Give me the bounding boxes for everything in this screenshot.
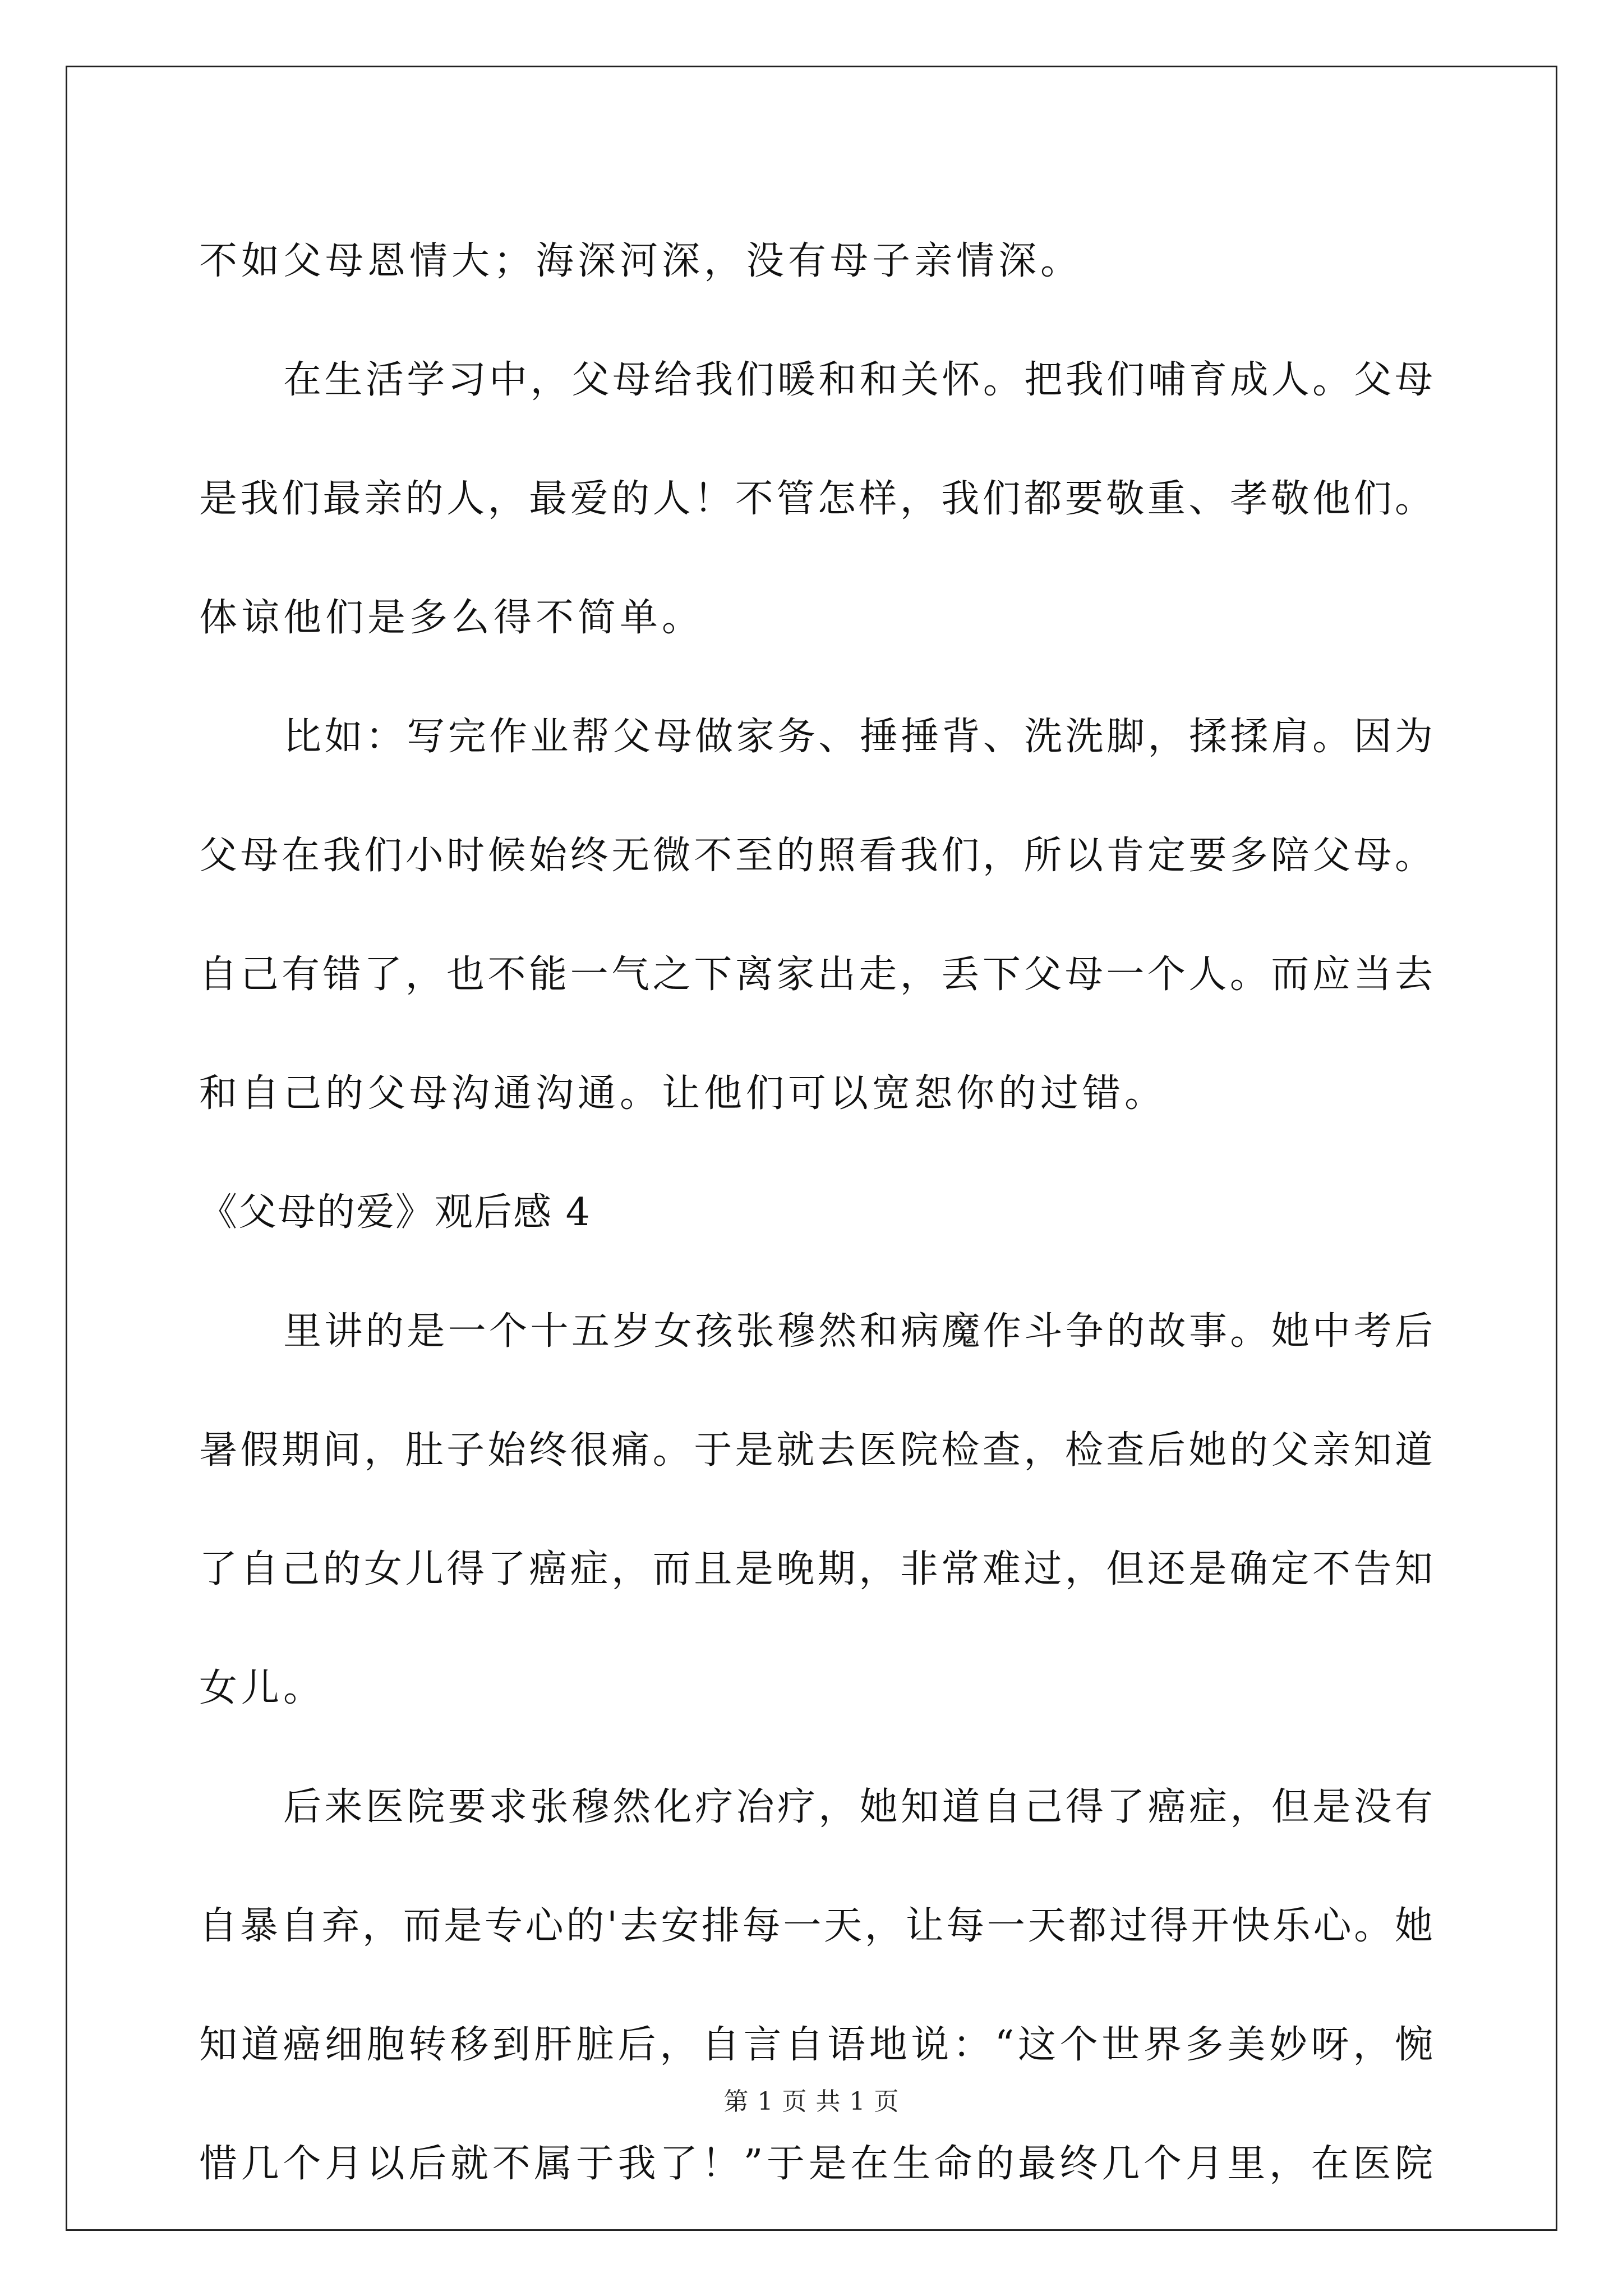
text-line: 比如：写完作业帮父母做家务、捶捶背、洗洗脚，揉揉肩。因为 [283,715,1433,759]
text-line: 和自己的父母沟通沟通。让他们可以宽恕你的过错。 [199,1071,1167,1116]
text-line: 不如父母恩情大；海深河深，没有母子亲情深。 [199,239,1083,283]
text-line: 了自己的女儿得了癌症，而且是晚期，非常难过，但还是确定不告知 [199,1547,1433,1591]
page-footer: 第 1 页 共 1 页 [723,2087,900,2116]
text-line: 父母在我们小时候始终无微不至的照看我们，所以肯定要多陪父母。 [199,834,1433,878]
text-line: 体谅他们是多么得不简单。 [199,596,704,640]
text-line: 是我们最亲的人，最爱的人！不管怎样，我们都要敬重、孝敬他们。 [199,477,1433,521]
text-line: 暑假期间，肚子始终很痛。于是就去医院检查，检查后她的父亲知道 [199,1428,1433,1473]
section-heading: 《父母的爱》观后感 4 [199,1190,591,1235]
text-line: 在生活学习中，父母给我们暖和和关怀。把我们哺育成人。父母 [283,358,1433,402]
text-line: 惜几个月以后就不属于我了！”于是在生命的最终几个月里，在医院 [199,2142,1433,2186]
text-line: 自己有错了，也不能一气之下离家出走，丢下父母一个人。而应当去 [199,953,1433,997]
text-line: 后来医院要求张穆然化疗冶疗，她知道自己得了癌症，但是没有 [283,1785,1433,1829]
text-line: 知道癌细胞转移到肝脏后，自言自语地说：“这个世界多美妙呀，惋 [199,2023,1433,2067]
document-body [199,202,1433,2224]
text-line: 里讲的是一个十五岁女孩张穆然和病魔作斗争的故事。她中考后 [283,1309,1433,1354]
text-line: 自暴自弃，而是专心的'去安排每一天，让每一天都过得开快乐心。她 [199,1904,1433,1948]
text-line: 女儿。 [199,1666,326,1710]
